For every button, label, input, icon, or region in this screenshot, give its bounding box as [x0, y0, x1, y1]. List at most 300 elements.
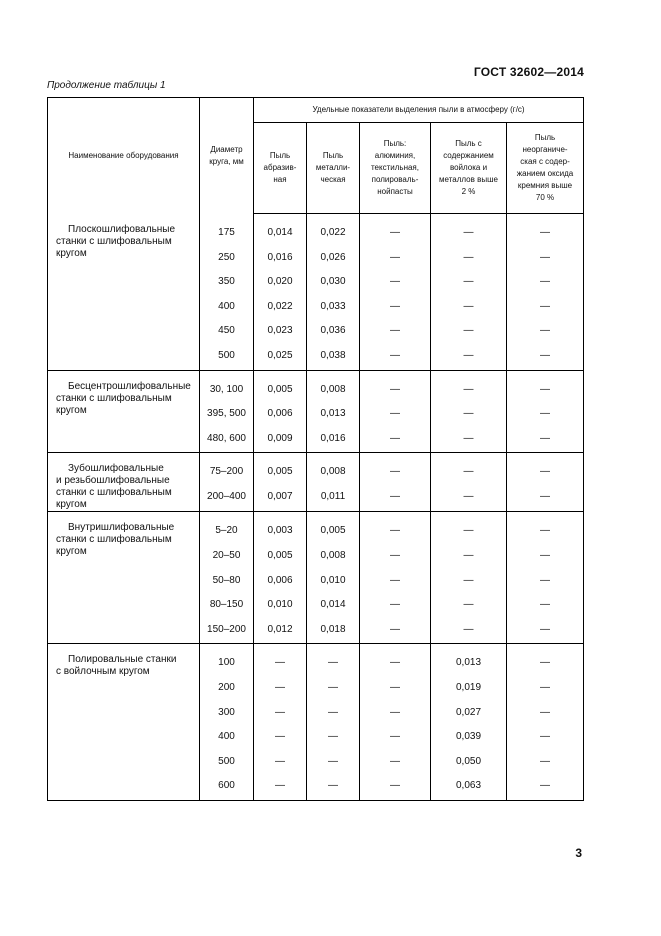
cell-abrasive-value: 0,012	[267, 623, 293, 635]
cell-diameter-value: 600	[218, 780, 235, 792]
cell-aluminium	[360, 775, 431, 800]
cell-felt	[431, 403, 507, 428]
cell-diameter	[200, 345, 254, 370]
cell-metal	[307, 570, 360, 595]
cell-felt-value: —	[463, 251, 474, 263]
cell-metal-value: 0,030	[320, 276, 346, 288]
cell-abrasive-value: —	[275, 681, 285, 693]
cell-aluminium	[360, 652, 431, 677]
cell-metal	[307, 296, 360, 321]
cell-metal-value: —	[328, 706, 338, 718]
cell-metal	[307, 520, 360, 545]
cell-metal	[307, 751, 360, 776]
cell-metal-value: —	[328, 780, 338, 792]
cell-diameter-value: 395, 500	[207, 408, 246, 420]
header-emission-group: Удельные показатели выделения пыли в атмосферу (г/с)	[254, 98, 584, 123]
cell-abrasive	[254, 702, 307, 727]
equipment-name	[48, 379, 200, 453]
header-silica-dust: Пыль неорганиче-ская с содер-жанием оксида кремния выше 70 %	[507, 123, 584, 214]
cell-metal	[307, 403, 360, 428]
equipment-name-line: кругом	[56, 546, 87, 558]
equipment-name-line: кругом	[56, 404, 87, 416]
cell-aluminium-value: —	[390, 466, 400, 478]
cell-abrasive-value: —	[275, 657, 285, 669]
cell-silica-value: —	[540, 432, 551, 444]
equipment-name-line: Полировальные станки	[68, 654, 177, 666]
cell-aluminium	[360, 594, 431, 619]
cell-abrasive	[254, 520, 307, 545]
cell-felt	[431, 751, 507, 776]
cell-aluminium	[360, 461, 431, 486]
cell-metal	[307, 619, 360, 644]
cell-abrasive	[254, 428, 307, 453]
cell-metal-value: 0,008	[320, 466, 346, 478]
cell-felt-value: —	[463, 574, 474, 586]
equipment-name-line: станки с шлифовальным	[56, 487, 172, 499]
cell-diameter-value: 350	[218, 276, 235, 288]
cell-aluminium-value: —	[390, 251, 400, 263]
cell-diameter-value: 50–80	[212, 574, 241, 586]
equipment-name-line: Зубошлифовальные	[68, 463, 164, 475]
cell-silica-value: —	[540, 623, 551, 635]
cell-abrasive-value: 0,005	[267, 383, 293, 395]
cell-aluminium	[360, 296, 431, 321]
cell-metal	[307, 652, 360, 677]
cell-diameter-value: 200–400	[207, 491, 246, 503]
equipment-name-line: станки с шлифовальным	[56, 392, 172, 404]
cell-silica-value: —	[540, 383, 551, 395]
cell-metal-value: 0,033	[320, 300, 346, 312]
cell-silica	[507, 461, 584, 486]
cell-aluminium	[360, 751, 431, 776]
cell-diameter	[200, 702, 254, 727]
table-row	[48, 379, 584, 404]
cell-felt	[431, 702, 507, 727]
cell-felt	[431, 775, 507, 800]
cell-metal-value: 0,005	[320, 525, 346, 537]
cell-abrasive-value: 0,010	[267, 599, 293, 611]
cell-aluminium-value: —	[390, 755, 400, 767]
cell-abrasive-value: 0,014	[267, 227, 293, 238]
cell-diameter-value: 480, 600	[207, 432, 246, 444]
cell-diameter	[200, 570, 254, 595]
cell-metal	[307, 271, 360, 296]
cell-diameter-value: 80–150	[209, 599, 244, 611]
cell-felt	[431, 320, 507, 345]
cell-silica-value: —	[540, 657, 551, 669]
cell-felt-value: —	[463, 325, 474, 337]
table-continuation-caption: Продолжение таблицы 1	[47, 80, 166, 91]
cell-abrasive-value: 0,005	[267, 549, 293, 561]
cell-felt	[431, 486, 507, 512]
cell-felt	[431, 296, 507, 321]
header-metal-dust: Пыль металли-ческая	[307, 123, 360, 214]
cell-abrasive	[254, 751, 307, 776]
cell-diameter	[200, 545, 254, 570]
cell-diameter-value: 150–200	[207, 623, 246, 635]
cell-felt-value: —	[463, 276, 474, 288]
cell-silica	[507, 428, 584, 453]
cell-aluminium-value: —	[390, 525, 400, 537]
emission-table	[47, 97, 584, 801]
cell-aluminium	[360, 271, 431, 296]
cell-diameter	[200, 403, 254, 428]
cell-metal-value: 0,018	[320, 623, 346, 635]
cell-aluminium	[360, 570, 431, 595]
cell-metal-value: 0,016	[320, 432, 346, 444]
cell-silica	[507, 271, 584, 296]
cell-metal	[307, 345, 360, 370]
cell-silica	[507, 403, 584, 428]
cell-felt	[431, 545, 507, 570]
cell-abrasive-value: —	[275, 706, 285, 718]
cell-diameter-value: 400	[218, 731, 235, 743]
cell-silica-value: —	[540, 599, 551, 611]
table-row	[48, 461, 584, 486]
cell-aluminium-value: —	[390, 657, 400, 669]
table-row	[48, 652, 584, 677]
cell-abrasive	[254, 486, 307, 512]
cell-silica	[507, 345, 584, 370]
cell-aluminium	[360, 486, 431, 512]
cell-aluminium-value: —	[390, 599, 400, 611]
cell-felt-value: —	[463, 623, 474, 635]
header-felt-dust: Пыль с содержанием войлока и металлов выше 2 %	[431, 123, 507, 214]
table-header	[48, 98, 584, 214]
cell-abrasive-value: 0,022	[267, 300, 293, 312]
cell-abrasive-value: —	[275, 755, 285, 767]
cell-felt	[431, 619, 507, 644]
cell-felt	[431, 247, 507, 272]
group-spacer	[48, 214, 584, 223]
cell-metal	[307, 486, 360, 512]
cell-metal-value: —	[328, 731, 338, 743]
cell-aluminium	[360, 403, 431, 428]
cell-abrasive	[254, 545, 307, 570]
header-abrasive-dust: Пыль абразив-ная	[254, 123, 307, 214]
cell-diameter-value: 30, 100	[209, 383, 244, 395]
cell-aluminium	[360, 619, 431, 644]
cell-silica	[507, 775, 584, 800]
cell-metal	[307, 677, 360, 702]
cell-metal	[307, 461, 360, 486]
cell-silica	[507, 379, 584, 404]
cell-metal	[307, 726, 360, 751]
cell-aluminium-value: —	[390, 408, 400, 420]
cell-diameter	[200, 379, 254, 404]
cell-felt-value: —	[463, 599, 474, 611]
cell-felt-value: —	[463, 349, 474, 361]
cell-aluminium	[360, 320, 431, 345]
cell-metal-value: 0,014	[320, 599, 346, 611]
cell-silica-value: —	[540, 549, 551, 561]
cell-diameter	[200, 775, 254, 800]
cell-diameter-value: 400	[218, 300, 235, 312]
cell-silica-value: —	[540, 525, 551, 537]
cell-felt-value: —	[463, 549, 474, 561]
cell-aluminium	[360, 677, 431, 702]
cell-felt-value: 0,027	[455, 706, 482, 718]
cell-metal-value: 0,026	[320, 251, 346, 263]
cell-metal	[307, 222, 360, 247]
cell-abrasive	[254, 677, 307, 702]
cell-aluminium-value: —	[390, 432, 400, 444]
cell-aluminium-value: —	[390, 491, 400, 503]
cell-aluminium-value: —	[390, 549, 400, 561]
cell-abrasive	[254, 271, 307, 296]
cell-felt	[431, 222, 507, 247]
cell-silica-value: —	[540, 780, 551, 792]
cell-felt-value: —	[463, 491, 474, 503]
cell-felt	[431, 520, 507, 545]
cell-abrasive	[254, 594, 307, 619]
cell-felt	[431, 652, 507, 677]
equipment-name	[48, 222, 200, 370]
cell-diameter	[200, 486, 254, 512]
cell-metal-value: 0,013	[320, 408, 346, 420]
cell-felt	[431, 570, 507, 595]
cell-silica-value: —	[540, 349, 551, 361]
equipment-name	[48, 652, 200, 800]
cell-silica-value: —	[540, 731, 551, 743]
cell-diameter	[200, 677, 254, 702]
cell-aluminium-value: —	[390, 706, 400, 718]
cell-silica	[507, 520, 584, 545]
cell-metal-value: 0,036	[320, 325, 346, 337]
cell-silica	[507, 619, 584, 644]
cell-diameter	[200, 520, 254, 545]
cell-diameter-value: 75–200	[209, 466, 244, 478]
cell-abrasive	[254, 461, 307, 486]
cell-diameter	[200, 594, 254, 619]
cell-silica-value: —	[540, 574, 551, 586]
cell-aluminium-value: —	[390, 623, 400, 635]
cell-metal-value: —	[328, 657, 338, 669]
group-spacer	[48, 453, 584, 462]
cell-abrasive-value: 0,016	[267, 251, 293, 263]
cell-metal-value: 0,010	[320, 574, 346, 586]
cell-diameter	[200, 726, 254, 751]
cell-felt-value: —	[463, 525, 474, 537]
cell-metal-value: 0,011	[320, 491, 346, 503]
cell-silica-value: —	[540, 491, 551, 503]
cell-abrasive-value: 0,025	[267, 349, 293, 361]
cell-abrasive	[254, 619, 307, 644]
cell-silica	[507, 545, 584, 570]
cell-aluminium-value: —	[390, 681, 400, 693]
cell-abrasive-value: 0,006	[267, 408, 293, 420]
page-number: 3	[575, 846, 582, 860]
cell-felt-value: —	[463, 383, 474, 395]
cell-aluminium	[360, 345, 431, 370]
cell-felt	[431, 594, 507, 619]
cell-aluminium-value: —	[390, 325, 400, 337]
equipment-name-line: Внутришлифовальные	[68, 522, 175, 534]
equipment-name-line: Бесцентрошлифовальные	[68, 380, 191, 392]
cell-abrasive	[254, 403, 307, 428]
cell-abrasive	[254, 247, 307, 272]
cell-diameter	[200, 652, 254, 677]
cell-felt-value: —	[463, 432, 474, 444]
cell-abrasive-value: 0,023	[267, 325, 293, 337]
cell-aluminium-value: —	[390, 574, 400, 586]
equipment-name	[48, 520, 200, 643]
cell-silica	[507, 486, 584, 512]
cell-metal-value: 0,008	[320, 383, 346, 395]
cell-felt-value: —	[463, 227, 474, 238]
cell-felt-value: —	[463, 300, 474, 312]
cell-silica	[507, 652, 584, 677]
cell-abrasive-value: 0,006	[267, 574, 293, 586]
cell-silica-value: —	[540, 251, 551, 263]
cell-metal-value: —	[328, 755, 338, 767]
cell-silica	[507, 570, 584, 595]
cell-metal	[307, 594, 360, 619]
cell-diameter	[200, 296, 254, 321]
cell-silica	[507, 320, 584, 345]
cell-diameter-value: 300	[218, 706, 235, 718]
cell-felt-value: 0,063	[455, 780, 482, 792]
equipment-name-line: и резьбошлифовальные	[56, 475, 170, 487]
equipment-name-line: кругом	[56, 248, 87, 259]
cell-felt-value: 0,050	[455, 755, 482, 767]
cell-felt-value: —	[463, 408, 474, 420]
cell-metal-value: 0,022	[320, 227, 346, 238]
cell-felt	[431, 345, 507, 370]
table-row	[48, 222, 584, 247]
cell-aluminium-value: —	[390, 349, 400, 361]
cell-aluminium	[360, 702, 431, 727]
cell-diameter	[200, 247, 254, 272]
equipment-name-line: Плоскошлифовальные	[68, 224, 176, 235]
cell-abrasive	[254, 345, 307, 370]
cell-silica-value: —	[540, 325, 551, 337]
cell-aluminium	[360, 379, 431, 404]
cell-diameter-value: 200	[218, 681, 235, 693]
cell-silica	[507, 222, 584, 247]
cell-felt-value: 0,039	[455, 731, 482, 743]
cell-silica-value: —	[540, 408, 551, 420]
cell-abrasive-value: 0,003	[267, 525, 293, 537]
cell-metal	[307, 545, 360, 570]
cell-silica	[507, 726, 584, 751]
cell-abrasive	[254, 726, 307, 751]
table-body	[48, 214, 584, 801]
cell-silica	[507, 751, 584, 776]
cell-aluminium-value: —	[390, 383, 400, 395]
cell-diameter-value: 20–50	[212, 549, 241, 561]
cell-abrasive	[254, 296, 307, 321]
group-spacer	[48, 644, 584, 653]
cell-abrasive	[254, 775, 307, 800]
cell-metal-value: 0,038	[320, 349, 346, 361]
cell-silica-value: —	[540, 681, 551, 693]
header-equipment-name: Наименование оборудования	[68, 150, 179, 160]
cell-felt	[431, 726, 507, 751]
equipment-name-line: станки с шлифовальным	[56, 534, 172, 546]
cell-abrasive-value: 0,005	[267, 466, 293, 478]
cell-diameter-value: 500	[218, 349, 235, 361]
cell-diameter-value: 5–20	[215, 525, 238, 537]
table-row	[48, 520, 584, 545]
cell-abrasive-value: 0,020	[267, 276, 293, 288]
cell-abrasive-value: —	[275, 780, 285, 792]
cell-aluminium-value: —	[390, 731, 400, 743]
cell-felt-value: —	[463, 466, 474, 478]
cell-diameter	[200, 222, 254, 247]
cell-diameter	[200, 428, 254, 453]
equipment-name-line: кругом	[56, 499, 87, 511]
cell-diameter-value: 175	[218, 227, 235, 238]
cell-aluminium-value: —	[390, 780, 400, 792]
cell-abrasive	[254, 379, 307, 404]
cell-metal	[307, 379, 360, 404]
cell-felt	[431, 379, 507, 404]
cell-abrasive	[254, 652, 307, 677]
cell-abrasive	[254, 320, 307, 345]
cell-aluminium-value: —	[390, 300, 400, 312]
cell-abrasive-value: 0,007	[267, 491, 293, 503]
cell-abrasive	[254, 222, 307, 247]
group-spacer	[48, 512, 584, 521]
cell-aluminium-value: —	[390, 227, 400, 238]
cell-metal	[307, 428, 360, 453]
cell-silica-value: —	[540, 466, 551, 478]
cell-diameter	[200, 461, 254, 486]
cell-aluminium	[360, 222, 431, 247]
cell-aluminium	[360, 428, 431, 453]
cell-metal-value: 0,008	[320, 549, 346, 561]
cell-silica-value: —	[540, 755, 551, 767]
cell-aluminium	[360, 545, 431, 570]
cell-diameter-value: 250	[218, 251, 235, 263]
cell-silica	[507, 247, 584, 272]
cell-diameter-value: 450	[218, 325, 235, 337]
cell-felt-value: 0,019	[455, 681, 482, 693]
cell-felt	[431, 677, 507, 702]
group-spacer	[48, 370, 584, 379]
cell-metal	[307, 702, 360, 727]
cell-diameter	[200, 320, 254, 345]
cell-abrasive-value: —	[275, 731, 285, 743]
cell-abrasive	[254, 570, 307, 595]
equipment-name-line: станки с шлифовальным	[56, 236, 172, 247]
cell-diameter-value: 100	[218, 657, 235, 669]
cell-diameter	[200, 619, 254, 644]
standard-number: ГОСТ 32602—2014	[473, 65, 584, 79]
equipment-name-line: с войлочным кругом	[56, 666, 150, 678]
cell-aluminium-value: —	[390, 276, 400, 288]
cell-metal	[307, 247, 360, 272]
cell-aluminium	[360, 247, 431, 272]
cell-felt	[431, 271, 507, 296]
cell-metal-value: —	[328, 681, 338, 693]
cell-metal	[307, 320, 360, 345]
cell-silica-value: —	[540, 227, 551, 238]
cell-diameter	[200, 271, 254, 296]
cell-silica-value: —	[540, 300, 551, 312]
cell-silica-value: —	[540, 276, 551, 288]
cell-aluminium	[360, 520, 431, 545]
header-diameter: Диаметр круга, мм	[200, 98, 254, 214]
cell-metal	[307, 775, 360, 800]
cell-diameter-value: 500	[218, 755, 235, 767]
cell-silica	[507, 594, 584, 619]
cell-silica	[507, 677, 584, 702]
cell-felt	[431, 428, 507, 453]
cell-silica	[507, 296, 584, 321]
cell-aluminium	[360, 726, 431, 751]
